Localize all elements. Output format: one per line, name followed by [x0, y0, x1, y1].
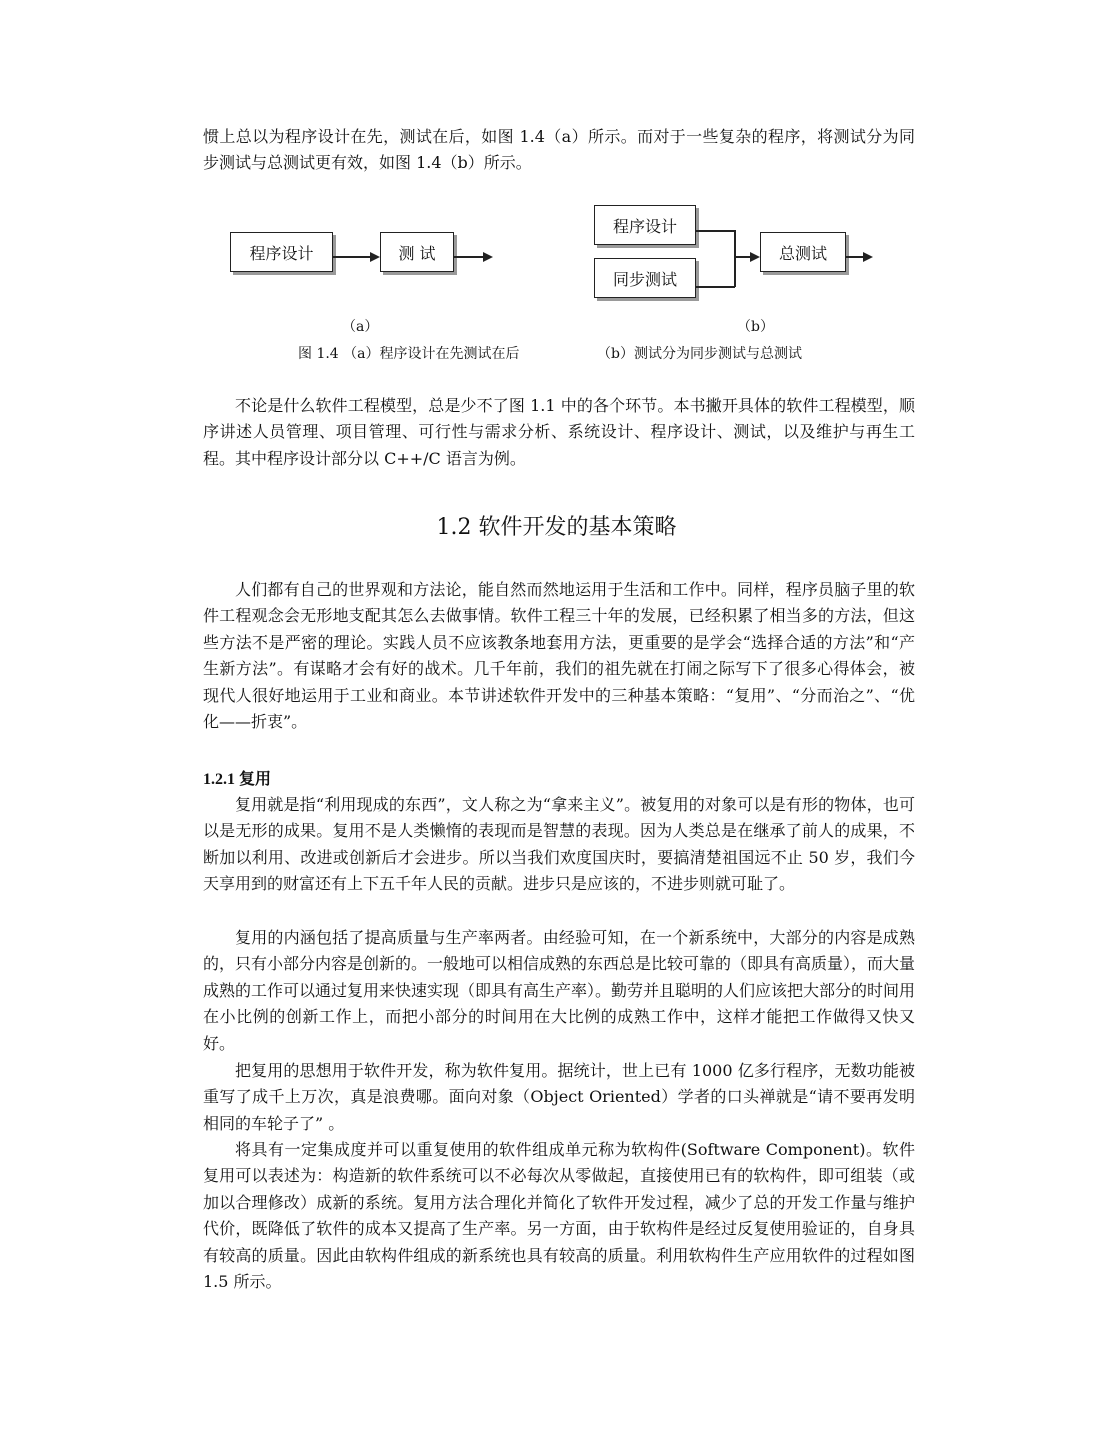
figure-a-arrowhead-1 — [370, 252, 380, 262]
figure-b-program-design-box: 程序设计 — [594, 205, 696, 245]
figure-b-arrowhead-1 — [750, 252, 760, 262]
figure-a-connector-1 — [333, 256, 371, 258]
section-title: 1.2 软件开发的基本策略 — [436, 515, 677, 540]
figure-b-arrowhead-2 — [863, 252, 873, 262]
figure-b-merge-line — [734, 230, 736, 287]
figure-b-total-test-box: 总测试 — [760, 232, 846, 272]
figure-a-program-design-box: 程序设计 — [230, 232, 333, 272]
figure-caption-left: 图 1.4 （a）程序设计在先测试在后 — [298, 346, 520, 362]
models-paragraph: 不论是什么软件工程模型，总是少不了图 1.1 中的各个环节。本书撇开具体的软件工程模型，顺序讲述人员管理、项目管理、可行性与需求分析、系统设计、程序设计、测试，以及维护与再生工程。其中程序设计部分以 C++/C 语言为例。 — [203, 396, 915, 468]
figure-caption-right: （b）测试分为同步测试与总测试 — [597, 346, 802, 362]
figure-b-bottom-connector — [696, 286, 735, 288]
figure-a-arrowhead-2 — [483, 252, 493, 262]
figure-b-top-connector — [696, 230, 735, 232]
intro-paragraph: 惯上总以为程序设计在先，测试在后，如图 1.4（a）所示。而对于一些复杂的程序，将测试分为同步测试与总测试更有效，如图 1.4（b）所示。 — [203, 127, 915, 173]
figure-b-merge-connector — [735, 256, 751, 258]
section-intro-paragraph: 人们都有自己的世界观和方法论，能自然而然地运用于生活和工作中。同样，程序员脑子里的软件工程观念会无形地支配其怎么去做事情。软件工程三十年的发展，已经积累了相当多的方法，但这些方法不是严密的理论。实践人员不应该教条地套用方法，更重要的是学会“选择合适的方法”和“产生新方法”。有谋略才会有好的战术。几千年前，我们的祖先就在打闹之际写下了很多心得体会，被现代人很好地运用于工业和商业。本节讲述软件开发中的三种基本策略：“复用”、“分而治之”、“优化——折衷”。 — [203, 580, 915, 732]
figure-b-sync-test-box: 同步测试 — [594, 258, 696, 298]
reuse-paragraph-2: 复用的内涵包括了提高质量与生产率两者。由经验可知，在一个新系统中，大部分的内容是成熟的，只有小部分内容是创新的。一般地可以相信成熟的东西总是比较可靠的（即具有高质量），而大量成熟的工作可以通过复用来快速实现（即具有高生产率）。勤劳并且聪明的人们应该把大部分的时间用在小比例的创新工作上，而把小部分的时间用在大比例的成熟工作中，这样才能把工作做得又快又好。 — [203, 928, 916, 1053]
figure-a-connector-2 — [454, 256, 484, 258]
reuse-paragraph-3: 把复用的思想用于软件开发，称为软件复用。据统计，世上已有 1000 亿多行程序，无数功能被重写了成千上万次，真是浪费哪。面向对象（Object Oriented）学者的口头禅就是“请不要再发明相同的车轮子了” 。 — [203, 1061, 915, 1133]
subsection-title: 1.2.1 复用 — [203, 771, 272, 788]
reuse-paragraph-4: 将具有一定集成度并可以重复使用的软件组成单元称为软构件(Software Component)。软件复用可以表述为：构造新的软件系统可以不必每次从零做起，直接使用已有的软构件，即可组装（或加以合理修改）成新的系统。复用方法合理化并简化了软件开发过程，减少了总的开发工作量与维护代价，既降低了软件的成本又提高了生产率。另一方面，由于软构件是经过反复使用验证的，自身具有较高的质量。因此由软构件组成的新系统也具有较高的质量。利用软构件生产应用软件的过程如图 1.5 所示。 — [203, 1140, 915, 1292]
figure-b-label: （b） — [737, 319, 774, 335]
figure-a-test-box: 测 试 — [380, 232, 454, 272]
figure-b-output-connector — [846, 256, 864, 258]
figure-a-label: （a） — [342, 319, 379, 335]
reuse-paragraph-1: 复用就是指“利用现成的东西”，文人称之为“拿来主义”。被复用的对象可以是有形的物体，也可以是无形的成果。复用不是人类懒惰的表现而是智慧的表现。因为人类总是在继承了前人的成果，不断加以利用、改进或创新后才会进步。所以当我们欢度国庆时，要搞清楚祖国远不止 50 岁，我们今天享用到的财富还有上下五千年人民的贡献。进步只是应该的，不进步则就可耻了。 — [203, 795, 915, 894]
